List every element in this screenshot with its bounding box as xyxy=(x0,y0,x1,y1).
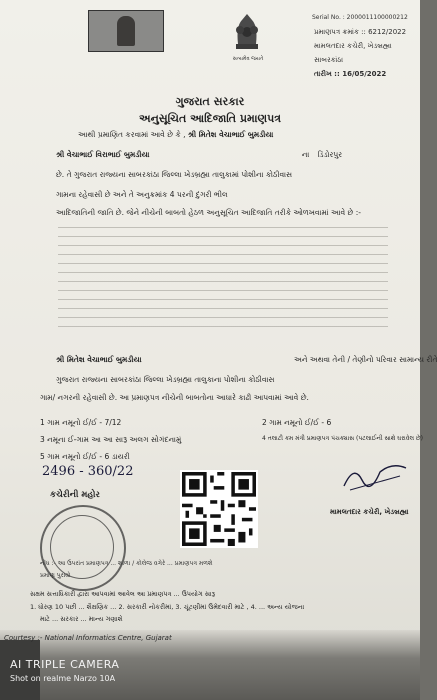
residence-line: છે. તે ગુજરાત રાજ્યના સાબરકાંઠા જિલ્લા ખેડબ્રહ્મા તાલુકામાં પોશીના કોઠીવાસ xyxy=(56,170,293,179)
evidence-item-5: 5 ગામ નમૂનો ઈ/ઈ - 6 ડાયરી xyxy=(40,452,130,461)
district: સાબરકાંઠા xyxy=(314,56,344,64)
note-line: નોંધ :- આ ઉપરાંત પ્રમાણપત્ર ... શાળા / કોલેજ વગેરે ... પ્રમાણપત્ર મળશે xyxy=(40,560,213,567)
handwritten-reference: 2496 - 360/22 xyxy=(42,464,134,479)
certificate-number: પ્રમાણપત્ર ક્રમાંક :: 6212/2022 xyxy=(314,28,407,36)
photo-person xyxy=(117,16,135,46)
serial-number: Serial No. : 2000011100000212 xyxy=(312,14,408,21)
tribe-recognition: આદિજાતિની જાતિ છે. જેને નીચેની બાબતો હેઠળ અનુસૂચિત આદિજાતિ તરીકે ઓળખવામાં આવે છે :- xyxy=(56,208,361,217)
certificate-title: અનુસૂચિત આદિજાતિ પ્રમાણપત્ર xyxy=(138,112,282,125)
emblem-caption: સત્યમેવ જયતે xyxy=(232,56,264,62)
usage-line-3: માટે ... સરકાર ... માન્ય ગણાશે xyxy=(40,615,123,623)
evidence-item-1: 1 ગામ નમૂનો ઈ/ઈ - 7/12 xyxy=(40,418,122,427)
signature-mark xyxy=(340,458,410,494)
camera-watermark: AI TRIPLE CAMERA xyxy=(10,658,120,671)
village-name: ડિંડોરપુર xyxy=(317,150,343,159)
village-label: ના xyxy=(301,150,310,159)
office-seal-inner xyxy=(50,515,114,579)
ashoka-emblem-icon xyxy=(228,6,266,56)
body-intro xyxy=(78,130,273,140)
evidence-item-2: 2 ગામ નમૂનો ઈ/ઈ - 6 xyxy=(262,418,332,427)
note-line-2: પ્રમાણ પુરાવો xyxy=(40,572,71,579)
evidence-item-4: 4 તલાટી કમ મંત્રી પ્રમાણપત્ર પંચક્યાસ (પટલાઈની સાથે ઘરાવેલ છે) xyxy=(262,435,423,442)
tribe-line: ગામના રહેવાસી છે અને તે અનુક્રમાંક 4 પરની દુંગરી ભીલ xyxy=(56,190,228,199)
issue-date: તારીખ :: 16/05/2022 xyxy=(314,70,387,78)
parent-name: શ્રી વેચાભાઈ વિરાભાઈ બુમડીયા xyxy=(56,150,150,159)
device-watermark: Shot on realme Narzo 10A xyxy=(10,674,116,683)
para2-applicant: શ્રી મિતેશ વેચાભાઈ બુમડીયા xyxy=(56,355,142,364)
evidence-item-3: 3 નમૂના ઈ-ગામ આ આ સારૂ અલગ સોગંદનામું xyxy=(40,435,182,444)
legal-orders-list xyxy=(58,222,388,332)
office-stamp-label: કચેરીની મહોર xyxy=(50,490,100,500)
intro-text: આથી પ્રમાણિત કરવામાં આવે છે કે , xyxy=(78,130,186,139)
government-title: ગુજરાત સરકાર xyxy=(175,95,245,108)
para2-line3: ગામ/ નગરની રહેવાસી છે. આ પ્રમાણપત્ર નીચેની બાબતોના આધારે કાઢી આપવામાં આવે છે. xyxy=(40,393,309,402)
usage-line-1: સક્ષમ સત્તાધિકારી દ્વારા આપવામાં આવેલ આ પ્રમાણપત્ર ... ઉપયોગ સારૂ xyxy=(30,590,216,598)
parent-line xyxy=(56,150,342,160)
signatory-title: મામલતદાર કચેરી, ખેડબ્રહ્મા xyxy=(330,508,409,516)
para2-line1 xyxy=(56,355,437,365)
courtesy-text: Courtesy :- National Informatics Centre, Gujarat xyxy=(4,634,172,642)
qr-code xyxy=(180,470,258,548)
applicant-photo xyxy=(88,10,164,52)
issuing-office: મામલતદાર કચેરી, ખેડબ્રહ્મા xyxy=(314,42,392,50)
para2-line2: ગુજરાત રાજ્યના સાબરકાંઠા જિલ્લા ખેડબ્રહ્મા તાલુકાના પોશીના કોઠીવાસ xyxy=(56,375,275,384)
applicant-name: શ્રી મિતેશ વેચાભાઈ બુમડીયા xyxy=(187,130,274,139)
para2-family: અને અથવા તેની / તેણીનો પરિવાર સામાન્ય રીતે xyxy=(293,355,437,364)
usage-line-2: 1. ધોરણ 10 પછી ... શૈક્ષણિક ... 2. સરકારી નોકરીમાં, 3. ચૂંટણીમાં ઉમેદવારી માટે , 4. ... અન્ય યોજના xyxy=(30,603,305,611)
